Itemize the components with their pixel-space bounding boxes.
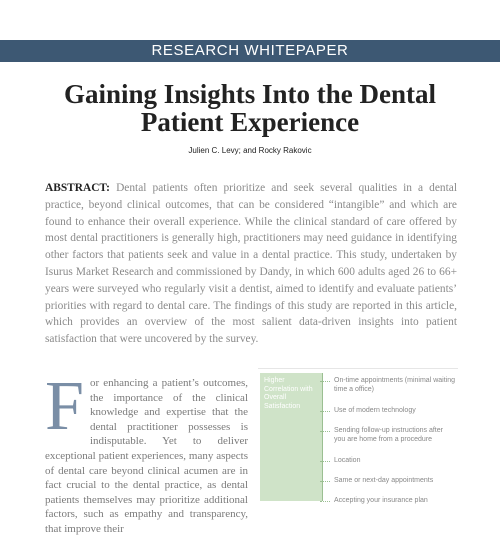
figure-factor-item	[334, 427, 456, 444]
figure-factor-text: Location	[334, 457, 361, 464]
author-line: Julien C. Levy; and Rocky Rakovic	[188, 146, 312, 155]
figure-factor-text: Sending follow-up instructions after you are home from a procedure	[334, 427, 443, 443]
figure-factor-item	[334, 477, 456, 486]
figure-factor-text: Same or next-day appointments	[334, 477, 434, 484]
abstract-text: Dental patients often prioritize and seek several qualities in a dental practice, beyond clinical outcomes, that can be considered “intangible” and which are found to enhance their overall experience. While the clinical standard of care offered by most dental practitioners is generally high, practitioners may need guidance in identifying other factors that patients seek and value in a dental practice. This study, undertaken by Isurus Market Research and commissioned by Dandy, in which 600 adults aged 26 to 66+ years were surveyed who regularly visit a dentist, aimed to identify and evaluate patients’ priorities with regard to dental care. The findings of this study are reported in this article, which provides an overview of the most salient data-driven insights into patient satisfaction that were uncovered by the survey.	[45, 182, 457, 346]
figure-factor-item	[334, 407, 456, 416]
body-text: or enhancing a patient’s outcomes, the importance of the clinical knowledge and expertise that the dental practitioner possesses is indisputable. Yet to deliver exceptional patient experiences, many aspects of dental care beyond clinical acumen are in fact crucial to the dental practice, as dental patients themselves may prioritize additional factors, such as empathy and transparency, that improve their	[45, 377, 248, 535]
connector-line	[320, 381, 330, 382]
connector-line	[320, 461, 330, 462]
connector-line	[320, 411, 330, 412]
figure-factor-item	[334, 377, 456, 394]
figure-factor-text: On-time appointments (minimal waiting time a office)	[334, 377, 455, 393]
connector-line	[320, 501, 330, 502]
section-banner: RESEARCH WHITEPAPER	[0, 40, 500, 62]
figure-factor-text: Use of modern technology	[334, 407, 416, 414]
body-column	[45, 368, 248, 535]
connector-line	[320, 431, 330, 432]
satisfaction-figure	[258, 368, 458, 504]
article-title	[20, 80, 480, 136]
figure-factor-item	[334, 497, 456, 506]
title-line-2: Patient Experience	[140, 107, 360, 137]
abstract-paragraph	[45, 180, 457, 348]
connector-line	[320, 481, 330, 482]
page-top-margin	[0, 0, 500, 40]
figure-factor-text: Accepting your insurance plan	[334, 497, 428, 504]
drop-cap: F	[45, 368, 84, 445]
abstract-label: ABSTRACT:	[45, 182, 110, 194]
title-line-1: Gaining Insights Into the Dental	[63, 79, 437, 109]
figure-factor-item	[334, 457, 456, 466]
figure-category-label: Higher Correlation with Overall Satisfaction	[264, 377, 313, 410]
